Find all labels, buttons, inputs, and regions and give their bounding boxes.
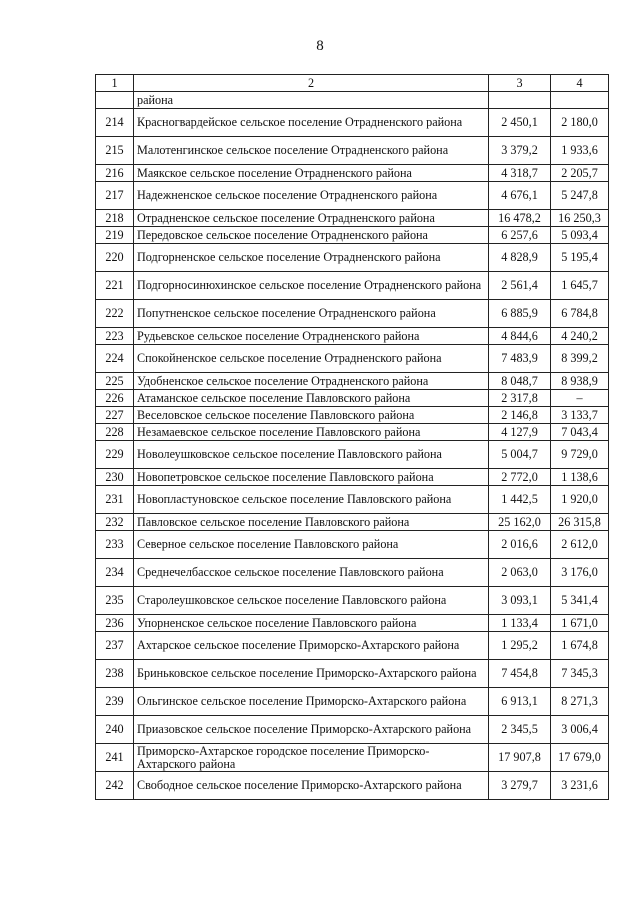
settlement-name: Передовское сельское поселение Отрадненского района <box>134 227 489 244</box>
value-col-4: 5 093,4 <box>551 227 609 244</box>
table-row <box>96 514 609 531</box>
table-row <box>96 587 609 615</box>
value-col-3: 4 127,9 <box>489 424 551 441</box>
settlement-name: Бриньковское сельское поселение Приморско-Ахтарского района <box>134 660 489 688</box>
settlement-name: Попутненское сельское поселение Отрадненского района <box>134 300 489 328</box>
table-row <box>96 210 609 227</box>
value-col-4: 8 938,9 <box>551 373 609 390</box>
value-col-4: 7 345,3 <box>551 660 609 688</box>
value-col-4: 3 176,0 <box>551 559 609 587</box>
settlement-name: Приазовское сельское поселение Приморско-Ахтарского района <box>134 716 489 744</box>
value-col-3: 25 162,0 <box>489 514 551 531</box>
row-number: 227 <box>96 407 134 424</box>
value-col-4: 17 679,0 <box>551 744 609 772</box>
table-row <box>96 531 609 559</box>
value-col-4: 16 250,3 <box>551 210 609 227</box>
row-number: 223 <box>96 328 134 345</box>
table-row <box>96 345 609 373</box>
table-row <box>96 772 609 800</box>
value-col-3: 7 454,8 <box>489 660 551 688</box>
settlement-name: Приморско-Ахтарское городское поселение Приморско-Ахтарского района <box>134 744 489 772</box>
settlement-name: Красногвардейское сельское поселение Отрадненского района <box>134 109 489 137</box>
settlement-name: Надежненское сельское поселение Отрадненского района <box>134 182 489 210</box>
row-number: 233 <box>96 531 134 559</box>
value-col-3: 5 004,7 <box>489 441 551 469</box>
value-col-3: 2 772,0 <box>489 469 551 486</box>
continuation-row <box>96 92 609 109</box>
table-row <box>96 272 609 300</box>
row-number: 222 <box>96 300 134 328</box>
value-col-3: 2 345,5 <box>489 716 551 744</box>
value-col-3: 16 478,2 <box>489 210 551 227</box>
table-row <box>96 328 609 345</box>
table-row <box>96 390 609 407</box>
value-col-3: 2 561,4 <box>489 272 551 300</box>
table-row <box>96 486 609 514</box>
table-row <box>96 227 609 244</box>
value-col-3: 3 379,2 <box>489 137 551 165</box>
row-number: 232 <box>96 514 134 531</box>
settlement-name: Атаманское сельское поселение Павловского района <box>134 390 489 407</box>
table-row <box>96 109 609 137</box>
value-col-4: 1 138,6 <box>551 469 609 486</box>
row-number: 239 <box>96 688 134 716</box>
header-col-3: 3 <box>489 75 551 92</box>
value-col-3: 2 450,1 <box>489 109 551 137</box>
settlement-name: Новопетровское сельское поселение Павловского района <box>134 469 489 486</box>
settlement-name: Новопластуновское сельское поселение Павловского района <box>134 486 489 514</box>
settlement-name: Упорненское сельское поселение Павловского района <box>134 615 489 632</box>
row-number: 231 <box>96 486 134 514</box>
settlement-name: Отрадненское сельское поселение Отрадненского района <box>134 210 489 227</box>
value-col-4: 5 195,4 <box>551 244 609 272</box>
value-col-4: 2 180,0 <box>551 109 609 137</box>
settlement-name: Северное сельское поселение Павловского района <box>134 531 489 559</box>
row-number: 225 <box>96 373 134 390</box>
header-col-4: 4 <box>551 75 609 92</box>
value-col-4: 1 645,7 <box>551 272 609 300</box>
row-number: 219 <box>96 227 134 244</box>
value-col-3: 8 048,7 <box>489 373 551 390</box>
table-row <box>96 688 609 716</box>
row-number: 217 <box>96 182 134 210</box>
row-number: 214 <box>96 109 134 137</box>
row-number: 236 <box>96 615 134 632</box>
page-number: 8 <box>316 38 324 54</box>
value-col-3: 2 016,6 <box>489 531 551 559</box>
row-number: 215 <box>96 137 134 165</box>
value-col-4: 9 729,0 <box>551 441 609 469</box>
table-row <box>96 744 609 772</box>
table-row <box>96 300 609 328</box>
value-col-4: 3 231,6 <box>551 772 609 800</box>
settlement-name: Ахтарское сельское поселение Приморско-Ахтарского района <box>134 632 489 660</box>
value-col-3: 6 913,1 <box>489 688 551 716</box>
settlement-name: Подгорненское сельское поселение Отрадненского района <box>134 244 489 272</box>
value-col-4: 3 006,4 <box>551 716 609 744</box>
value-col-4: 3 133,7 <box>551 407 609 424</box>
value-col-3: 4 318,7 <box>489 165 551 182</box>
value-col-3: 1 295,2 <box>489 632 551 660</box>
settlement-name: Подгорносинюхинское сельское поселение Отрадненского района <box>134 272 489 300</box>
table-row <box>96 244 609 272</box>
table-row <box>96 424 609 441</box>
row-number: 226 <box>96 390 134 407</box>
row-number: 220 <box>96 244 134 272</box>
value-col-3: 3 279,7 <box>489 772 551 800</box>
value-col-4: 26 315,8 <box>551 514 609 531</box>
settlement-name: Незамаевское сельское поселение Павловского района <box>134 424 489 441</box>
settlement-name: Малотенгинское сельское поселение Отрадненского района <box>134 137 489 165</box>
row-number: 230 <box>96 469 134 486</box>
table-row <box>96 373 609 390</box>
table-row <box>96 716 609 744</box>
table-row <box>96 559 609 587</box>
settlement-name: Свободное сельское поселение Приморско-Ахтарского района <box>134 772 489 800</box>
value-col-4: 2 612,0 <box>551 531 609 559</box>
row-number: 241 <box>96 744 134 772</box>
value-col-3: 4 844,6 <box>489 328 551 345</box>
settlement-name: Рудьевское сельское поселение Отрадненского района <box>134 328 489 345</box>
settlement-name: Веселовское сельское поселение Павловского района <box>134 407 489 424</box>
value-col-3: 6 885,9 <box>489 300 551 328</box>
table-row <box>96 660 609 688</box>
table-row <box>96 407 609 424</box>
value-col-4: 1 920,0 <box>551 486 609 514</box>
table-row <box>96 469 609 486</box>
value-col-4: 8 399,2 <box>551 345 609 373</box>
value-col-4: – <box>551 390 609 407</box>
continuation-text: района <box>134 92 489 109</box>
value-col-4: 1 674,8 <box>551 632 609 660</box>
row-number: 221 <box>96 272 134 300</box>
row-number: 218 <box>96 210 134 227</box>
row-number: 228 <box>96 424 134 441</box>
value-col-3: 4 676,1 <box>489 182 551 210</box>
value-col-4: 6 784,8 <box>551 300 609 328</box>
value-col-3: 2 063,0 <box>489 559 551 587</box>
value-col-3: 7 483,9 <box>489 345 551 373</box>
budget-table <box>95 74 609 800</box>
value-col-3: 3 093,1 <box>489 587 551 615</box>
row-number: 234 <box>96 559 134 587</box>
value-col-4: 4 240,2 <box>551 328 609 345</box>
settlement-name: Спокойненское сельское поселение Отрадненского района <box>134 345 489 373</box>
settlement-name: Среднечелбасское сельское поселение Павловского района <box>134 559 489 587</box>
value-col-4: 8 271,3 <box>551 688 609 716</box>
settlement-name: Ольгинское сельское поселение Приморско-Ахтарского района <box>134 688 489 716</box>
table-row <box>96 165 609 182</box>
value-col-3: 17 907,8 <box>489 744 551 772</box>
row-number: 235 <box>96 587 134 615</box>
header-col-1: 1 <box>96 75 134 92</box>
value-col-4: 1 671,0 <box>551 615 609 632</box>
row-number: 216 <box>96 165 134 182</box>
settlement-name: Старолеушковское сельское поселение Павловского района <box>134 587 489 615</box>
value-col-3: 1 133,4 <box>489 615 551 632</box>
value-col-4: 7 043,4 <box>551 424 609 441</box>
settlement-name: Маякское сельское поселение Отрадненского района <box>134 165 489 182</box>
table-row <box>96 137 609 165</box>
row-number: 242 <box>96 772 134 800</box>
row-number: 237 <box>96 632 134 660</box>
settlement-name: Новолеушковское сельское поселение Павловского района <box>134 441 489 469</box>
header-col-2: 2 <box>134 75 489 92</box>
value-col-4: 1 933,6 <box>551 137 609 165</box>
value-col-4: 2 205,7 <box>551 165 609 182</box>
table-row <box>96 441 609 469</box>
row-number: 240 <box>96 716 134 744</box>
row-number: 229 <box>96 441 134 469</box>
table-header-row <box>96 75 609 92</box>
table-row <box>96 615 609 632</box>
settlement-name: Павловское сельское поселение Павловского района <box>134 514 489 531</box>
row-number: 224 <box>96 345 134 373</box>
table-row <box>96 182 609 210</box>
value-col-3: 1 442,5 <box>489 486 551 514</box>
row-number: 238 <box>96 660 134 688</box>
value-col-4: 5 341,4 <box>551 587 609 615</box>
value-col-3: 4 828,9 <box>489 244 551 272</box>
value-col-4: 5 247,8 <box>551 182 609 210</box>
settlement-name: Удобненское сельское поселение Отрадненского района <box>134 373 489 390</box>
value-col-3: 6 257,6 <box>489 227 551 244</box>
table-row <box>96 632 609 660</box>
value-col-3: 2 317,8 <box>489 390 551 407</box>
value-col-3: 2 146,8 <box>489 407 551 424</box>
